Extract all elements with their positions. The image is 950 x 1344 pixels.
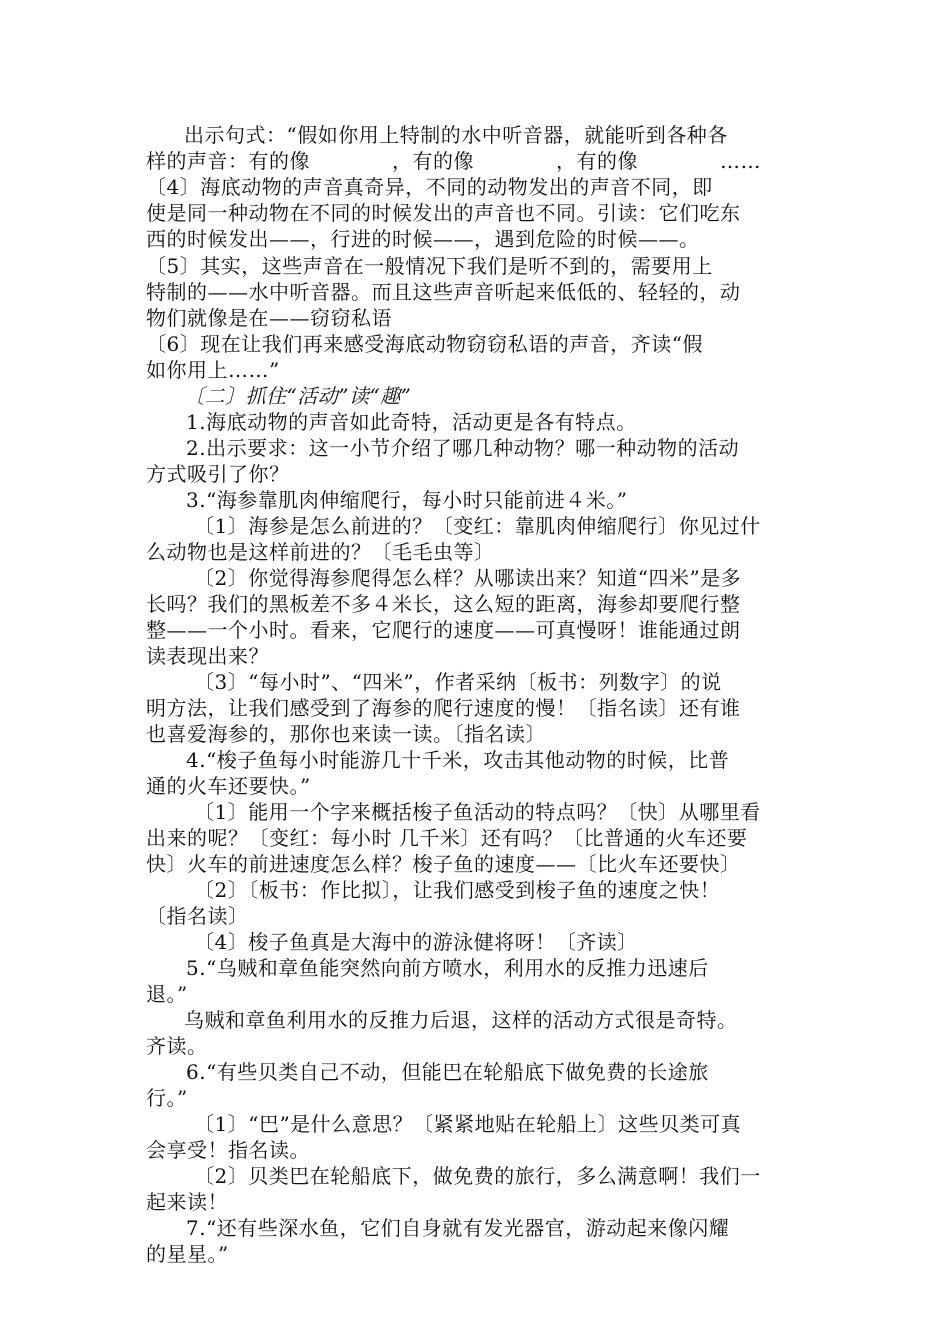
text-line: 明方法，让我们感受到了海参的爬行速度的慢！〔指名读〕还有谁	[146, 696, 741, 720]
text-line: 1.海底动物的声音如此奇特，活动更是各有特点。	[186, 410, 637, 434]
section-heading: 〔二〕抓住“活动”读“趣”	[184, 384, 412, 408]
text-line: 〔2〕〔板书：作比拟〕，让我们感受到梭子鱼的速度之快！	[194, 878, 721, 902]
text-line: 会享受！指名读。	[146, 1138, 310, 1162]
text-line: 〔4〕海底动物的声音真奇异，不同的动物发出的声音不同，即	[146, 175, 713, 199]
text-line: 3.“海参靠肌肉伸缩爬行，每小时只能前进４米。”	[186, 488, 628, 512]
text-line: 〔1〕能用一个字来概括梭子鱼活动的特点吗？〔快〕从哪里看	[194, 800, 761, 824]
text-line: 如你用上……”	[146, 358, 280, 382]
text-line: 样的声音：有的像 ，有的像 ，有的像 ……	[146, 149, 761, 173]
text-line: 起来读！	[146, 1190, 228, 1214]
text-line: 行。”	[146, 1086, 188, 1110]
text-line: 快〕火车的前进速度怎么样？梭子鱼的速度——〔比火车还要快〕	[146, 852, 741, 876]
text-line: 使是同一种动物在不同的时候发出的声音也不同。引读：它们吃东	[146, 201, 741, 225]
text-line: 〔2〕贝类巴在轮船底下，做免费的旅行，多么满意啊！我们一	[194, 1164, 761, 1188]
text-line: 6.“有些贝类自己不动，但能巴在轮船底下做免费的长途旅	[186, 1060, 709, 1084]
text-line: 2.出示要求：这一小节介绍了哪几种动物？哪一种动物的活动	[186, 436, 740, 460]
text-line: 4.“梭子鱼每小时能游几十千米，攻击其他动物的时候，比普	[186, 748, 730, 772]
text-line: 〔3〕“每小时”、“四米”，作者采纳〔板书：列数字〕的说	[194, 670, 722, 694]
text-line: 整——一个小时。看来，它爬行的速度——可真慢呀！谁能通过朗	[146, 618, 741, 642]
text-line: 西的时候发出——，行进的时候——，遇到危险的时候——。	[146, 227, 700, 251]
text-line: 退。”	[146, 982, 188, 1006]
text-line: 通的火车还要快。”	[146, 774, 311, 798]
text-line: 长吗？我们的黑板差不多４米长，这么短的距离，海参却要爬行整	[146, 592, 741, 616]
text-line: 〔4〕梭子鱼真是大海中的游泳健将呀！〔齐读〕	[194, 930, 638, 954]
text-line: 乌贼和章鱼利用水的反推力后退，这样的活动方式很是奇特。	[184, 1008, 738, 1032]
text-line: 〔5〕其实，这些声音在一般情况下我们是听不到的，需要用上	[146, 254, 713, 278]
text-line: 也喜爱海参的，那你也来读一读。〔指名读〕	[146, 722, 546, 746]
text-line: 么动物也是这样前进的？〔毛毛虫等〕	[146, 540, 495, 564]
text-line: 物们就像是在——窃窃私语	[146, 306, 392, 330]
text-line: 出来的呢？〔变红：每小时 几千米〕还有吗？〔比普通的火车还要	[146, 826, 748, 850]
text-line: 方式吸引了你？	[146, 462, 290, 486]
text-line: 〔1〕海参是怎么前进的？〔变红：靠肌肉伸缩爬行〕你见过什	[194, 514, 761, 538]
text-line: 〔6〕现在让我们再来感受海底动物窃窃私语的声音，齐读“假	[146, 332, 703, 356]
text-line: 5.“乌贼和章鱼能突然向前方喷水，利用水的反推力迅速后	[186, 956, 709, 980]
text-line: 7.“还有些深水鱼，它们自身就有发光器官，游动起来像闪耀	[186, 1216, 730, 1240]
text-line: 〔1〕“巴”是什么意思？〔紧紧地贴在轮船上〕这些贝类可真	[194, 1112, 742, 1136]
text-line: 读表现出来？	[146, 644, 269, 668]
text-line: 的星星。”	[146, 1242, 229, 1266]
text-line: 特制的——水中听音器。而且这些声音听起来低低的、轻轻的，动	[146, 280, 741, 304]
text-line: 齐读。	[146, 1034, 208, 1058]
text-line: 〔指名读〕	[146, 904, 249, 928]
text-line: 出示句式：“假如你用上特制的水中听音器，就能听到各种各	[184, 123, 728, 147]
text-line: 〔2〕你觉得海参爬得怎么样？从哪读出来？知道“四米”是多	[194, 566, 742, 590]
